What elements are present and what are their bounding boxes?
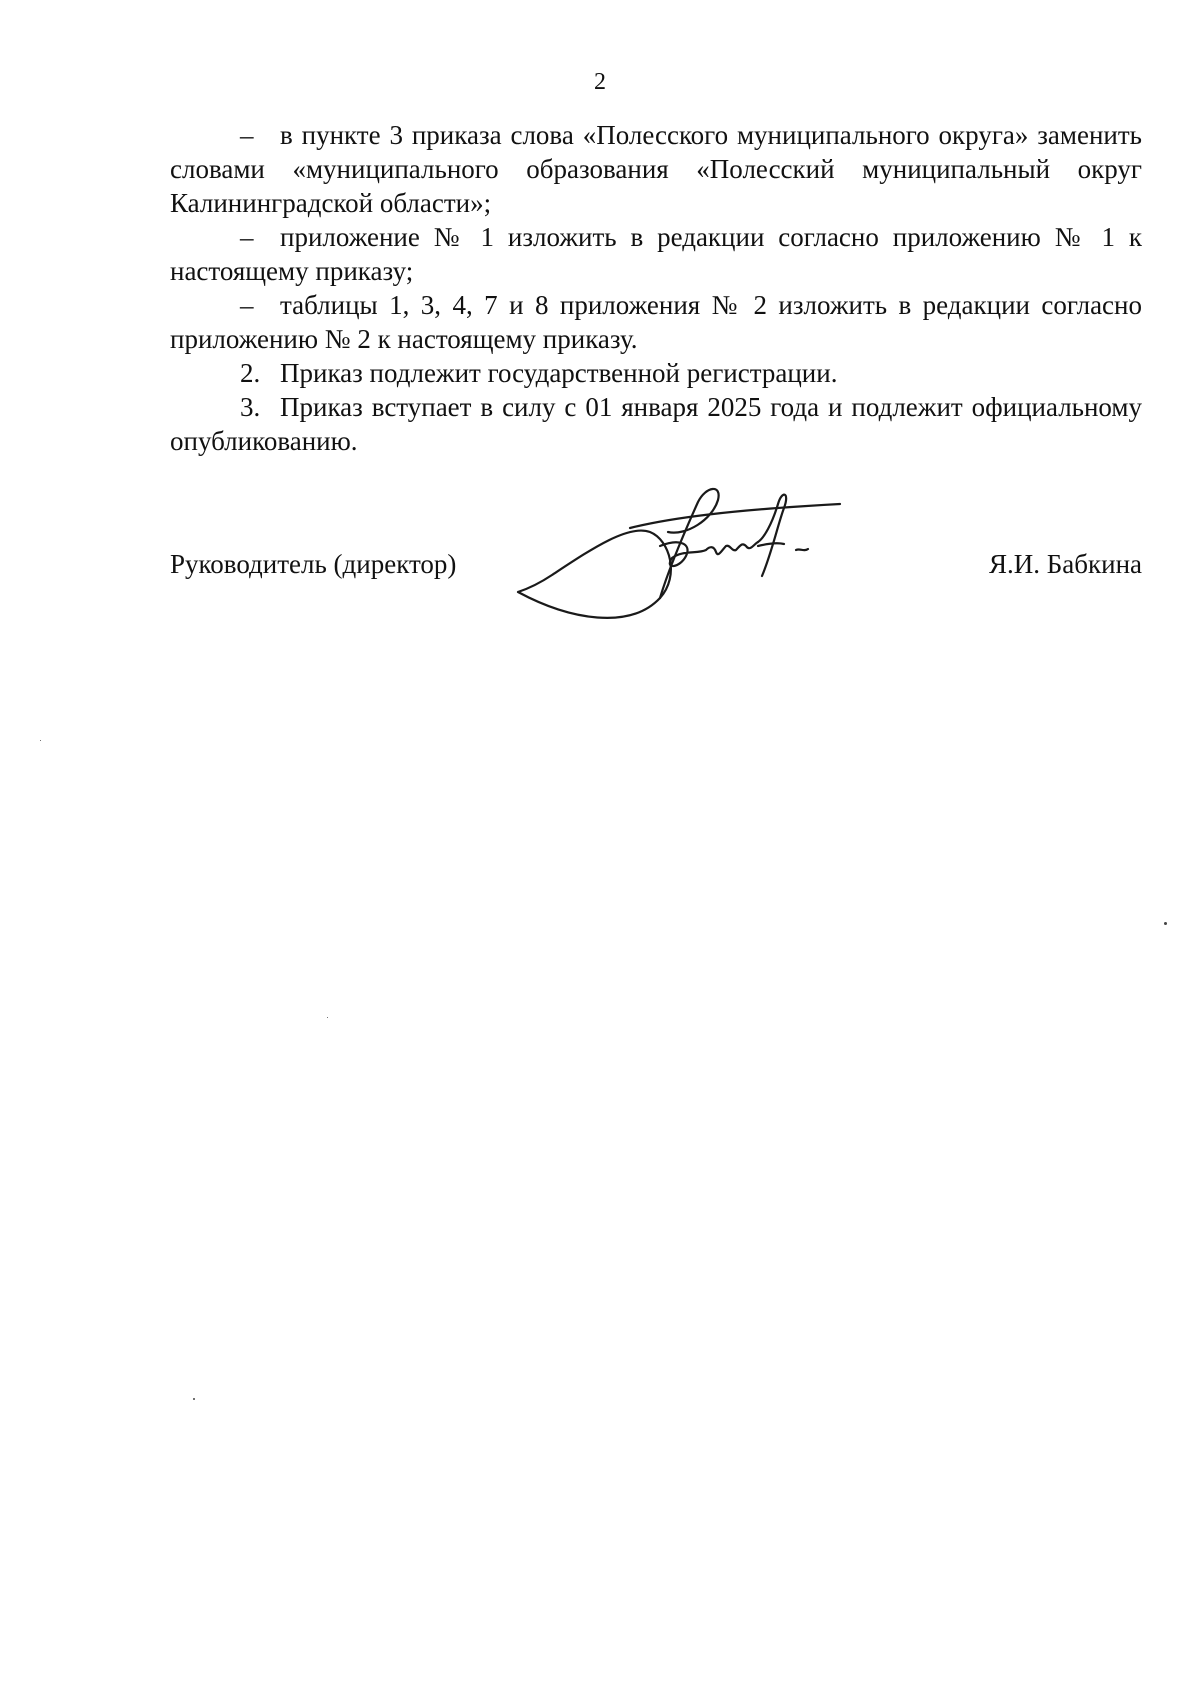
clause-number: 3. <box>240 392 261 422</box>
scan-speck <box>40 740 41 741</box>
amendment-item <box>170 288 1142 356</box>
paragraph-text: в пункте 3 приказа слова «Полесского муниципального округа» заменить словами «муниципального образования «Полесский муниципальный округ Калининградской области»; <box>170 120 1142 218</box>
handwritten-signature-icon <box>510 480 850 625</box>
scan-speck <box>327 1017 328 1018</box>
list-marker: – <box>240 222 254 252</box>
scan-speck <box>1164 922 1167 925</box>
numbered-clause <box>170 356 1142 390</box>
signer-name: Я.И. Бабкина <box>989 549 1142 579</box>
paragraph-text: Приказ вступает в силу с 01 января 2025 года и подлежит официальному опубликованию. <box>170 392 1142 456</box>
amendment-item <box>170 220 1142 288</box>
paragraph-text: Приказ подлежит государственной регистрации. <box>280 358 838 388</box>
clause-number: 2. <box>240 358 261 388</box>
order-body <box>170 118 1142 458</box>
paragraph-text: таблицы 1, 3, 4, 7 и 8 приложения № 2 изложить в редакции согласно приложению № 2 к настоящему приказу. <box>170 290 1142 354</box>
paragraph-text: приложение № 1 изложить в редакции согласно приложению № 1 к настоящему приказу; <box>170 222 1142 286</box>
list-marker: – <box>240 120 254 150</box>
amendment-item <box>170 118 1142 220</box>
list-marker: – <box>240 290 254 320</box>
page-number: 2 <box>594 69 606 95</box>
numbered-clause <box>170 390 1142 458</box>
signer-position: Руководитель (директор) <box>170 549 457 579</box>
signature-block <box>170 480 1142 630</box>
scan-speck <box>193 1398 195 1400</box>
